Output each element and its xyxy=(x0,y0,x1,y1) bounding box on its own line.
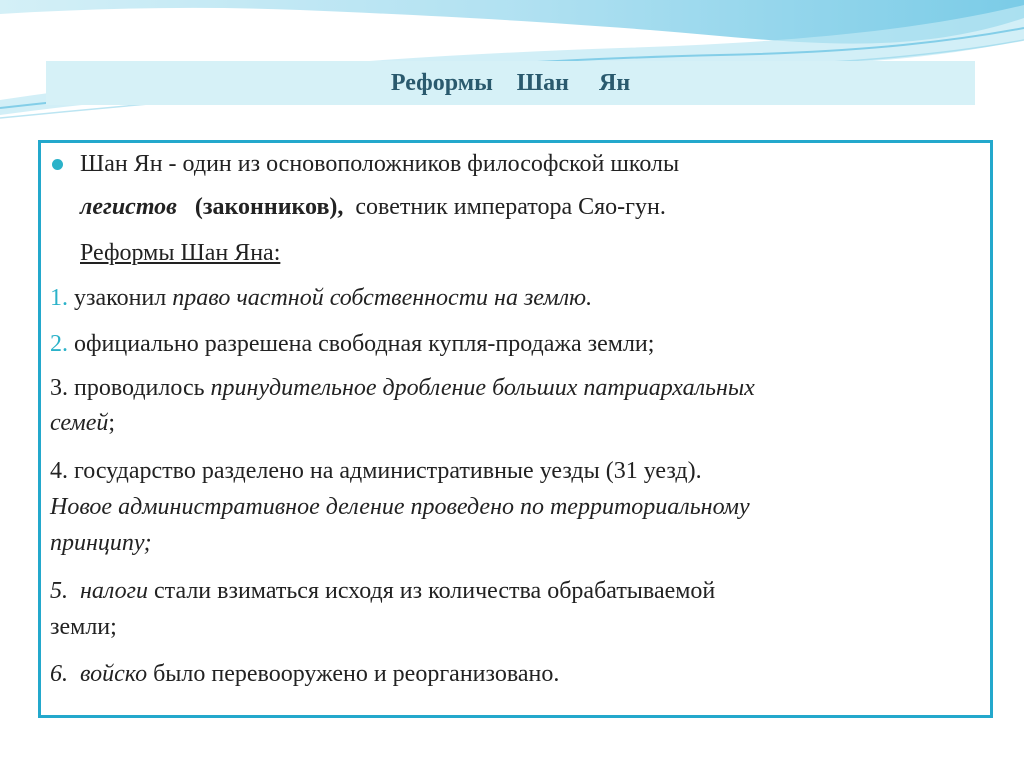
reforms-heading: Реформы Шан Яна: xyxy=(80,240,281,266)
list-item-continuation: земли; xyxy=(50,614,117,640)
intro-line-1 xyxy=(80,150,679,178)
list-item-continuation: семей; xyxy=(50,410,116,436)
list-item: 1. узаконил право частной собственности на землю. xyxy=(50,285,593,311)
list-item-continuation: принципу; xyxy=(50,530,152,556)
list-item-continuation: Новое административное деление проведено по территориальному xyxy=(50,494,750,520)
title-bar xyxy=(46,61,975,105)
legists-term: легистов xyxy=(80,194,177,220)
list-item: 5. налоги стали взиматься исходя из количества обрабатываемой xyxy=(50,578,716,604)
list-item: 3. проводилось принудительное дробление больших патриархальных xyxy=(50,375,755,401)
content-box xyxy=(38,140,993,718)
list-item: 6. войско было перевооружено и реорганизовано. xyxy=(50,661,560,687)
slide-title: Реформы Шан Ян xyxy=(390,69,631,96)
intro-text: Шан Ян - один из основоположников философской школы xyxy=(80,151,680,177)
list-item: 4. государство разделено на административные уезды (31 уезд). xyxy=(50,458,702,484)
bullet-icon xyxy=(52,159,63,170)
lawyers-term: (законников), xyxy=(194,194,344,220)
advisor-text: советник императора Сяо-гун. xyxy=(355,194,666,220)
list-item: 2. официально разрешена свободная купля-продажа земли; xyxy=(50,331,655,357)
intro-line-2 xyxy=(80,193,666,221)
